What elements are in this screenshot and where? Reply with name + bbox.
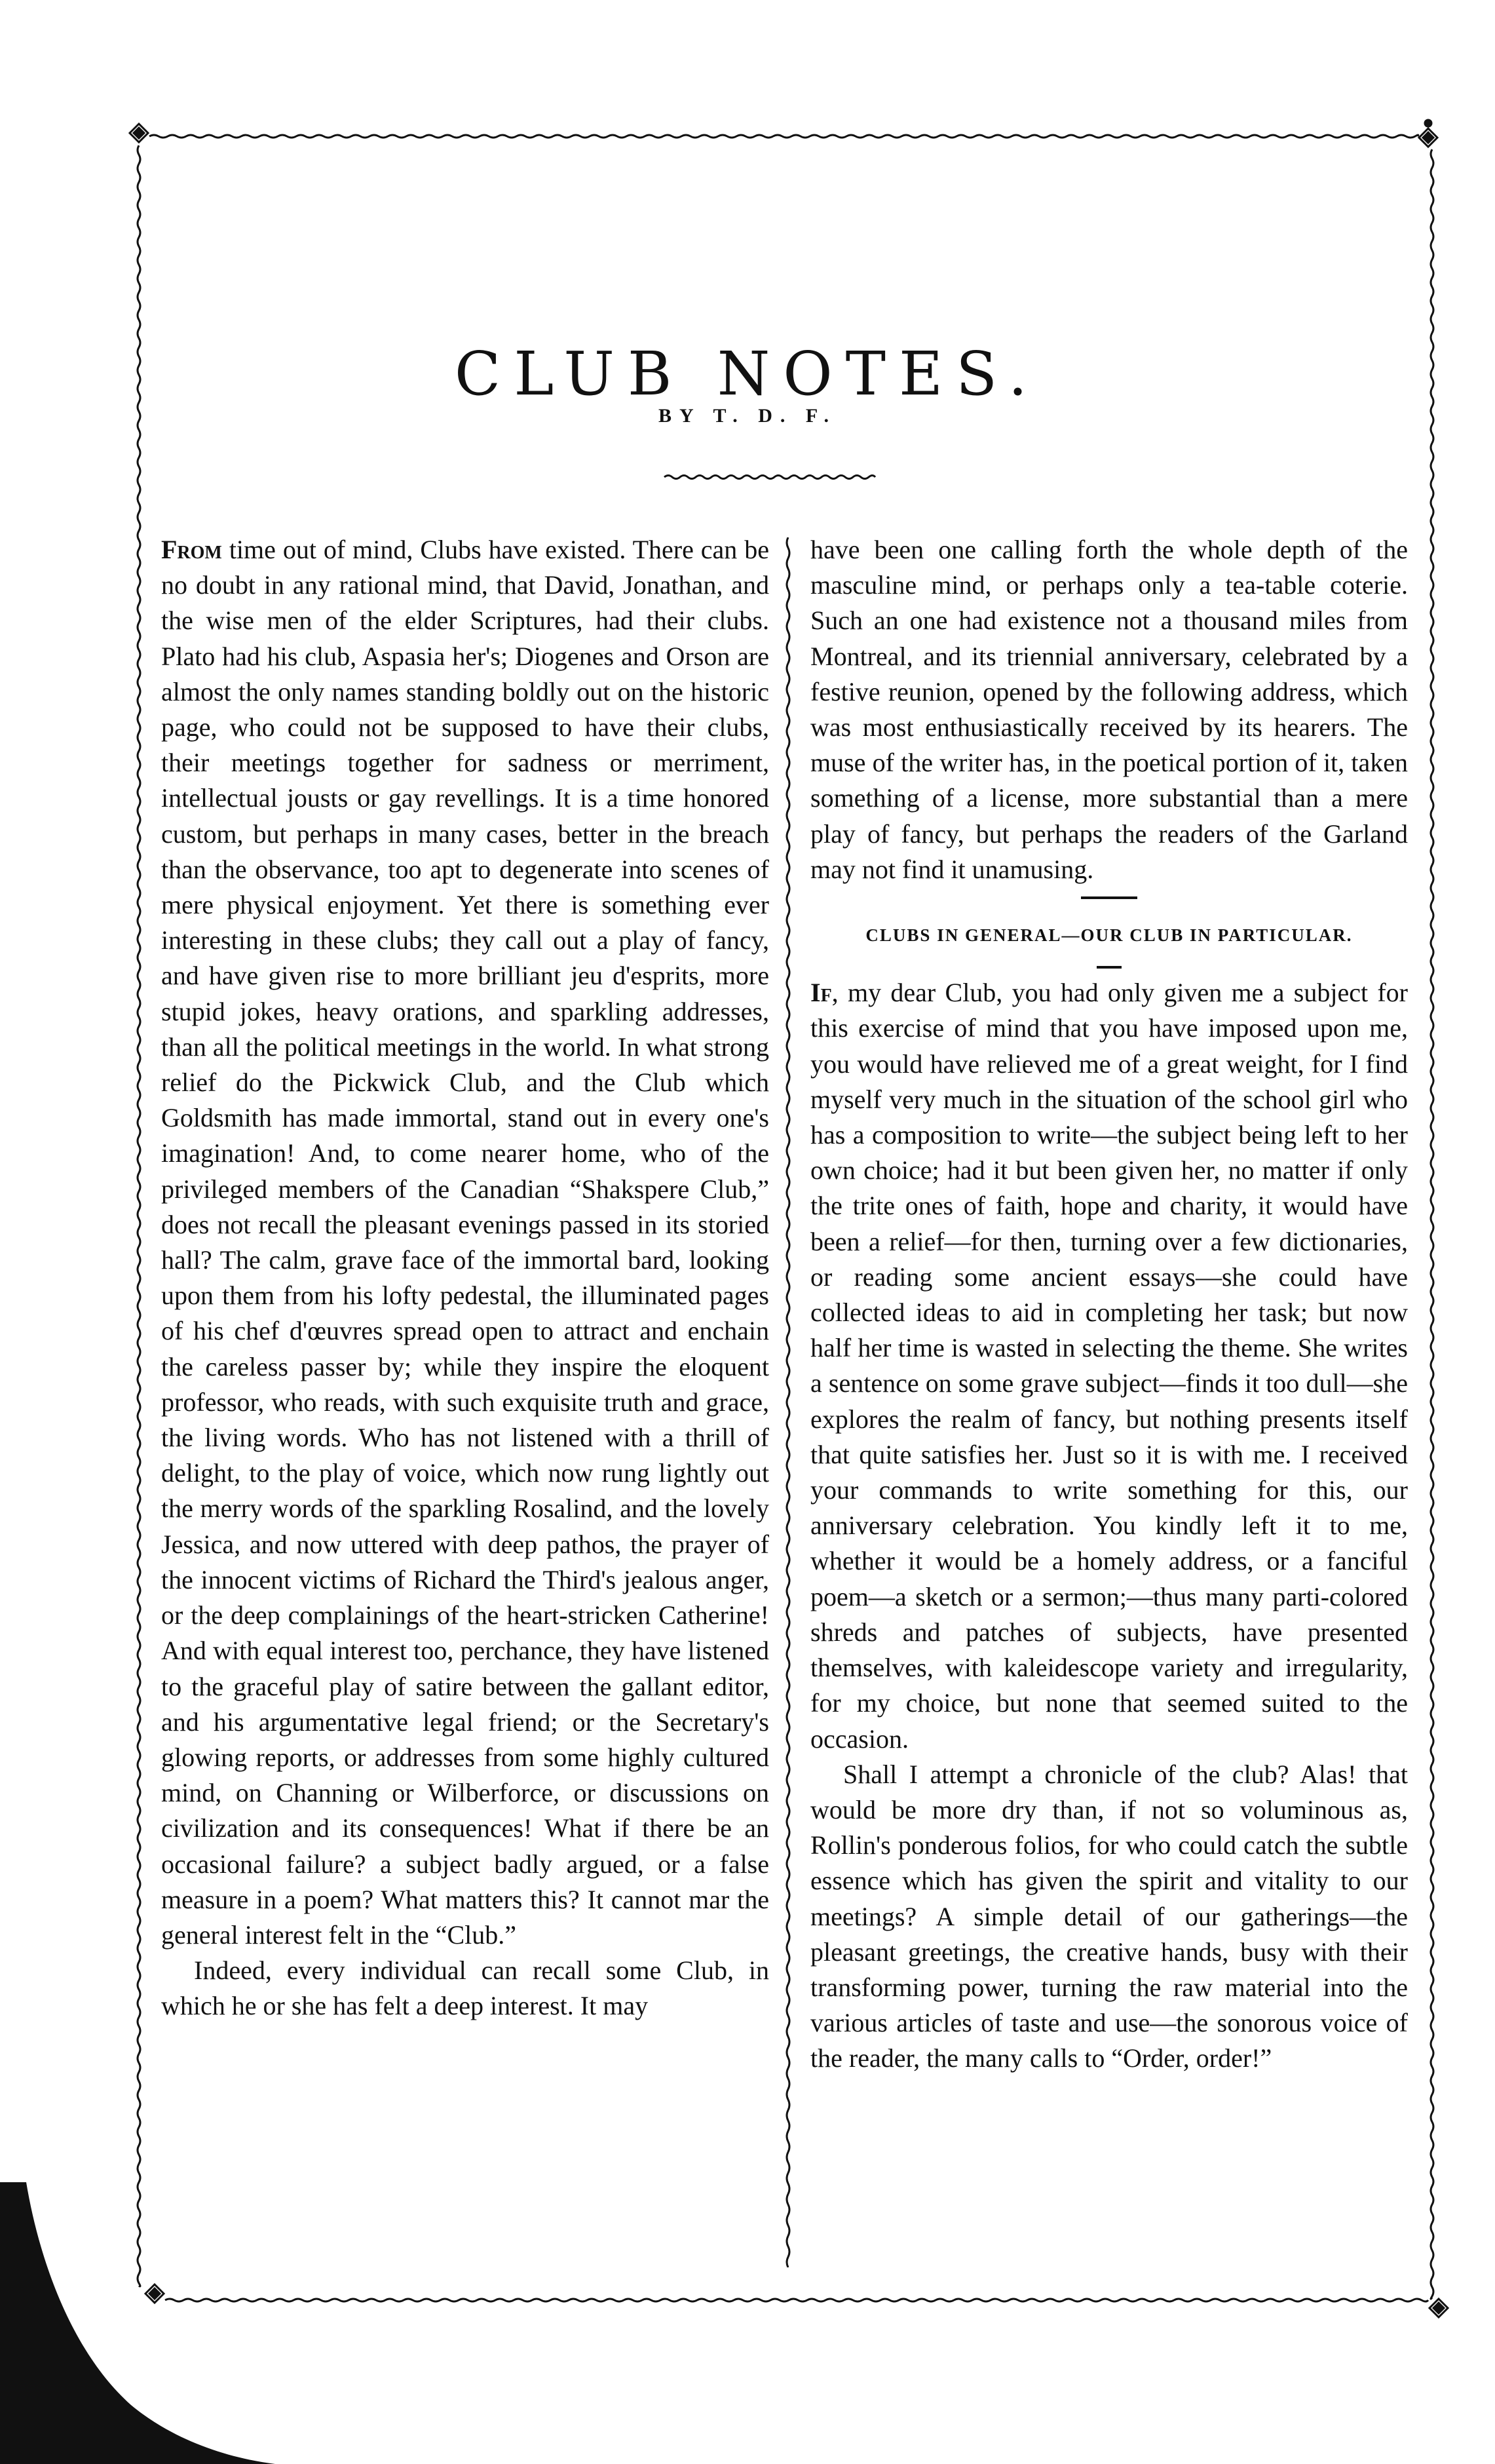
paragraph [161, 532, 769, 1953]
corner-ornament-icon [1429, 2299, 1448, 2317]
binding-shadow [0, 2182, 275, 2464]
lead-word: If [810, 978, 832, 1008]
top-wavy-rule [149, 135, 1418, 138]
article-title: CLUB NOTES. [454, 338, 1041, 409]
section-rule [1081, 896, 1137, 899]
paragraph-text: , my dear Club, you had only given me a subject for this exercise of mind that you have imposed upon me, you would have relieved me of a great weight, for I find myself very much in the situation of the school girl who has a composition to write—the subject being left to her own choice; had it but been given her, no matter if only the trite ones of faith, hope and charity, it would have been a relief—for then, turning over a few dictionaries, or reading some ancient essays—she could have collected ideas to aid in completing her task; but now half her time is wasted in selecting the theme. She writes a sentence on some grave subject—finds it too dull—she explores the realm of fancy, but nothing presents itself that quite satisfies her. Just so it is with me. I received your commands to write something for this, our anniversary celebration. You kindly left it to me, whether it would be a homely address, or a fanciful poem—a sketch or a sermon;—thus many parti-colored shreds and patches of subjects, have presented themselves, with kaleidescope variety and irregularity, for my choice, but none that seemed suited to the occasion. [810, 978, 1408, 1754]
column-divider [778, 537, 798, 2267]
paragraph [810, 532, 1408, 887]
lead-word: From [161, 535, 222, 564]
paragraph [810, 975, 1408, 1756]
corner-ornament-icon [130, 124, 148, 142]
paragraph [810, 1757, 1408, 2077]
article-byline: BY T. D. F. [658, 405, 837, 427]
corner-ornament-icon [1419, 120, 1437, 147]
right-wavy-rule [1431, 149, 1433, 2299]
left-wavy-rule [138, 145, 140, 2286]
paragraph-text: have been one calling forth the whole depth of the masculine mind, or perhaps only a tea-table coterie. Such an one had existence not a thousand miles from Montreal, and its triennial anniversary, celebrated by a festive reunion, opened by the following address, which was most enthusiastically received by its hearers. The muse of the writer has, in the poetical portion of it, taken something of a license, more substantial than a mere play of fancy, but perhaps the readers of the Garland may not find it unamusing. [810, 535, 1408, 884]
section-rule [1097, 966, 1122, 969]
section-heading: CLUBS IN GENERAL—OUR CLUB IN PARTICULAR. [865, 925, 1353, 946]
paragraph-text: Indeed, every individual can recall some Club, in which he or she has felt a deep interest. It may [161, 1955, 769, 2021]
left-column [161, 532, 769, 2024]
paragraph-text: Shall I attempt a chronicle of the club? Alas! that would be more dry than, if not so voluminous as, Rollin's ponderous folios, for who could catch the subtle essence which has given the spirit and vitality to our meetings? A simple detail of our gatherings—the pleasant greetings, the creative hands, busy with their transforming power, turning the raw material into the various articles of taste and use—the sonorous voice of the reader, the many calls to “Order, order!” [810, 1759, 1408, 2073]
bottom-wavy-rule [165, 2299, 1428, 2301]
right-column [810, 532, 1408, 2077]
paragraph-text: time out of mind, Clubs have existed. There can be no doubt in any rational mind, that David, Jonathan, and the wise men of the elder Scriptures, had their clubs. Plato had his club, Aspasia her's; Diogenes and Orson are almost the only names standing boldly out on the historic page, who could not be supposed to have their clubs, their meetings together for sadness or merriment, intellectual jousts or gay revellings. It is a time honored custom, but perhaps in many cases, better in the breach than the observance, too apt to degenerate into scenes of mere physical enjoyment. Yet there is something ever interesting in these clubs; they call out a play of fancy, and have given rise to more brilliant jeu d'esprits, more stupid jokes, heavy orations, and sparkling addresses, than all the political meetings in the world. In what strong relief do the Pickwick Club, and the Club which Goldsmith has made immortal, stand out in every one's imagination! And, to come nearer home, who of the privileged members of the Canadian “Shakspere Club,” does not recall the pleasant evenings passed in its storied hall? The calm, grave face of the immortal bard, looking upon them from his lofty pedestal, the illuminated pages of his chef d'œuvres spread open to attract and enchain the careless passer by; while they inspire the eloquent professor, who reads, with such exquisite truth and grace, the living words. Who has not listened with a thrill of delight, to the play of voice, which now rung lightly out the merry words of the sparkling Rosalind, and the lovely Jessica, and now uttered with deep pathos, the prayer of the innocent victims of Richard the Third's jealous anger, or the deep complainings of the heart-stricken Catherine! And with equal interest too, perchance, they have listened to the graceful play of satire between the gallant editor, and his argumentative legal friend; or the Secretary's glowing reports, or addresses from some highly cultured mind, on Channing or Wilberforce, or discussions on civilization and its consequences! What if there be an occasional failure? a subject badly argued, or a false measure in a poem? What matters this? It cannot mar the general interest felt in the “Club.” [161, 535, 769, 1950]
paragraph [161, 1953, 769, 2024]
title-wavy-rule [662, 469, 878, 485]
